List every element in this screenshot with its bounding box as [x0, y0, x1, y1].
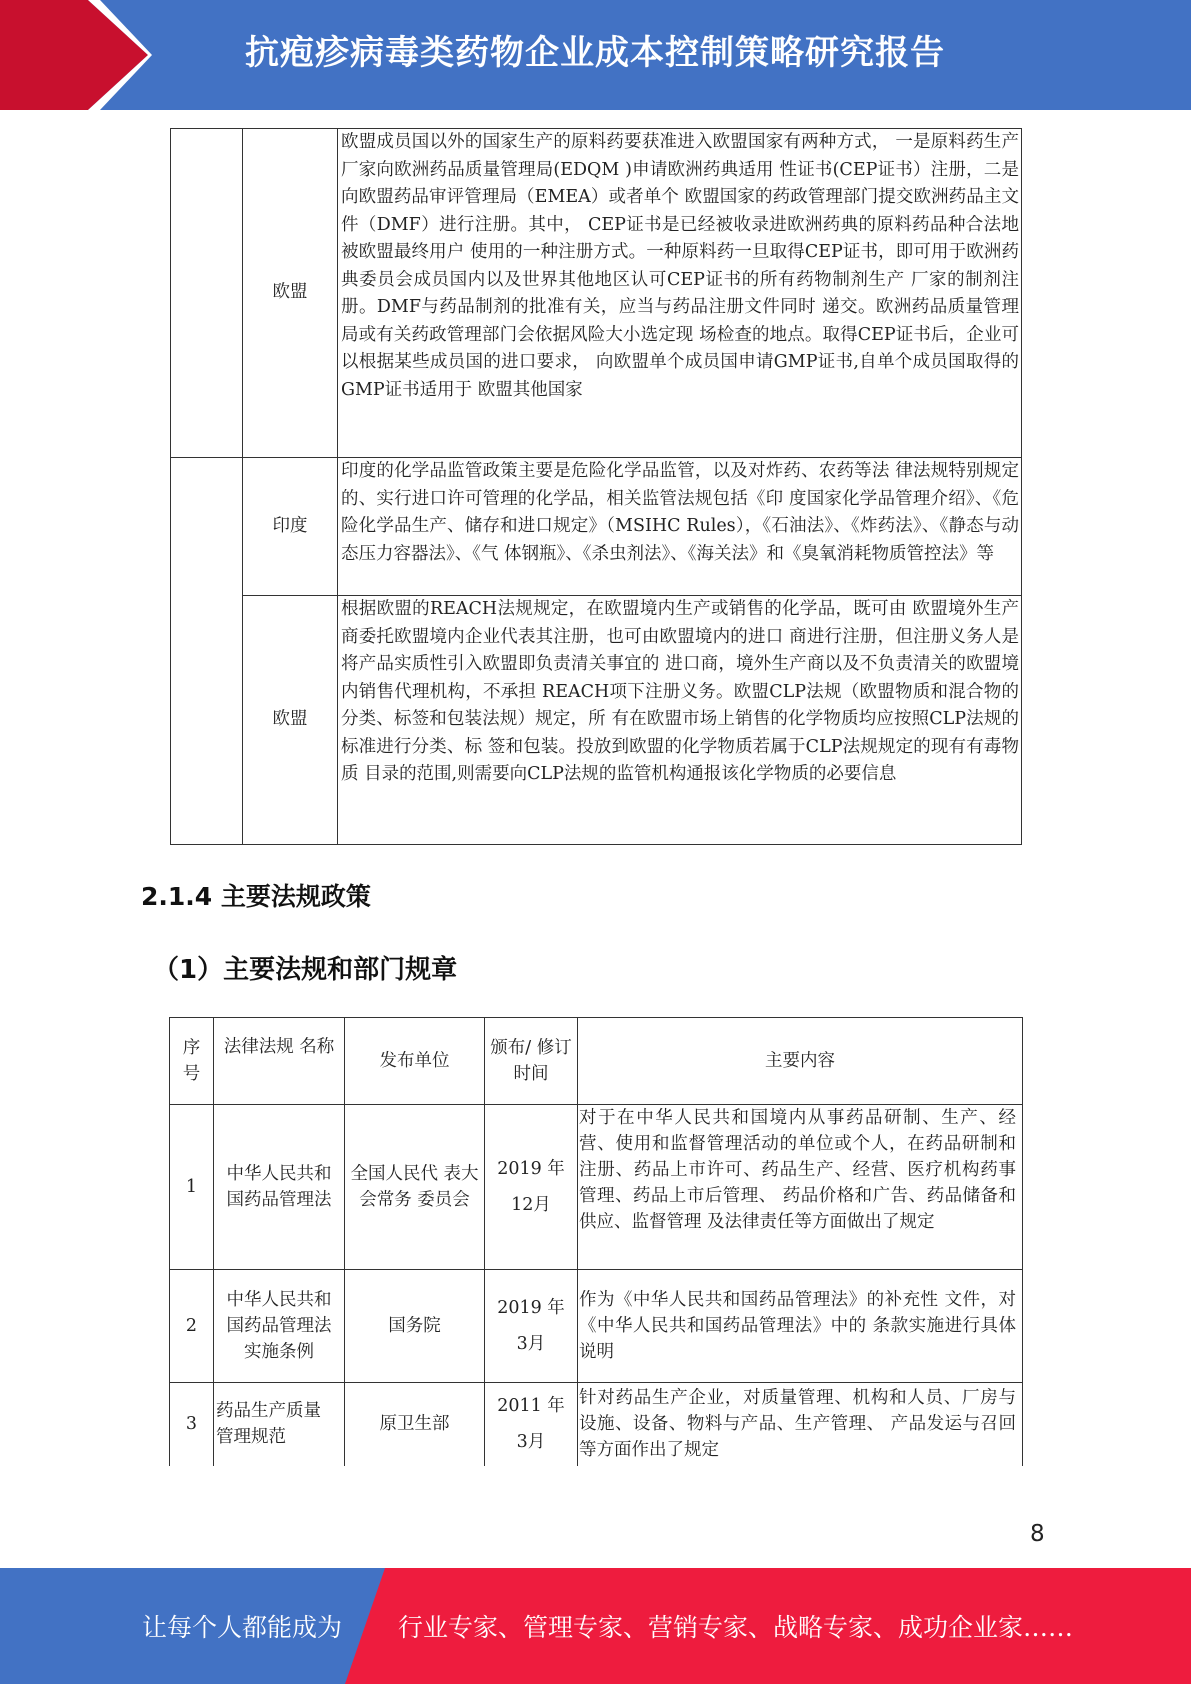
cell-issuer: 全国人民代 表大会常务 委员会 — [345, 1105, 485, 1270]
cell-issuer: 国务院 — [345, 1270, 485, 1383]
region-cell: 欧盟 — [243, 129, 338, 458]
cell-date: 2019 年 12月 — [485, 1105, 578, 1270]
region-cell: 印度 — [243, 458, 338, 596]
page-footer — [0, 1568, 1191, 1684]
region-cell: 欧盟 — [243, 596, 338, 845]
cell-name: 中华人民共和国药品管理法实施条例 — [214, 1270, 345, 1383]
cell-issuer: 原卫生部 — [345, 1383, 485, 1466]
subsection-heading: （1）主要法规和部门规章 — [153, 955, 458, 985]
report-title: 抗疱疹病毒类药物企业成本控制策略研究报告 — [245, 33, 945, 73]
cell-name: 药品生产质量管理规范 — [214, 1383, 345, 1466]
header-name: 法律法规 名称 — [214, 1018, 345, 1105]
page-header — [0, 0, 1191, 110]
cell-content: 作为《中华人民共和国药品管理法》的补充性 文件，对《中华人民共和国药品管理法》中的 条款实施进行具体说明 — [578, 1270, 1023, 1383]
cell-no: 1 — [170, 1105, 214, 1270]
table-row — [170, 1383, 1023, 1466]
footer-slogan-lead: 让每个人都能成为 — [142, 1613, 343, 1642]
header-no: 序号 — [170, 1018, 214, 1105]
table-row — [171, 129, 1022, 458]
header-content: 主要内容 — [578, 1018, 1023, 1105]
footer-slogan-list: 行业专家、管理专家、营销专家、战略专家、成功企业家…… — [398, 1613, 1074, 1642]
cell-name: 中华人民共和国药品管理法 — [214, 1105, 345, 1270]
regulation-region-table — [170, 128, 1022, 845]
group-cell — [171, 458, 243, 845]
cell-no: 3 — [170, 1383, 214, 1466]
table-row — [171, 596, 1022, 845]
cell-content: 针对药品生产企业，对质量管理、机构和人员、厂房与设施、设备、物料与产品、生产管理、 产品发运与召回等方面作出了规定 — [578, 1383, 1023, 1466]
page-number: 8 — [1030, 1521, 1045, 1547]
table-header-row — [170, 1018, 1023, 1105]
cell-date: 2019 年 3月 — [485, 1270, 578, 1383]
section-heading: 2.1.4 主要法规政策 — [141, 882, 371, 911]
cell-no: 2 — [170, 1270, 214, 1383]
table-row — [170, 1105, 1023, 1270]
description-cell: 欧盟成员国以外的国家生产的原料药要获准进入欧盟国家有两种方式， 一是原料药生产厂家向欧洲药品质量管理局(EDQM )申请欧洲药典适用 性证书(CEP证书）注册，二是向欧盟药品审评管理局（EMEA）或者单个 欧盟国家的药政管理部门提交欧洲药品主文件（DMF）进行注册。其中， CEP证书是已经被收录进欧洲药典的原料药品种合法地被欧盟最终用户 使用的一种注册方式。一种原料药一旦取得CEP证书，即可用于欧洲药 典委员会成员国内以及世界其他地区认可CEP证书的所有药物制剂生产 厂家的制剂注册。DMF与药品制剂的批准有关，应当与药品注册文件同时 递交。欧洲药品质量管理局或有关药政管理部门会依据风险大小选定现 场检查的地点。取得CEP证书后，企业可以根据某些成员国的进口要求， 向欧盟单个成员国申请GMP证书,自单个成员国取得的GMP证书适用于 欧盟其他国家 — [338, 129, 1022, 458]
table-row — [171, 458, 1022, 596]
group-cell — [171, 129, 243, 458]
header-date: 颁布/ 修订 时间 — [485, 1018, 578, 1105]
laws-regulations-table — [169, 1017, 1023, 1466]
cell-content: 对于在中华人民共和国境内从事药品研制、生产、经营、使用和监督管理活动的单位或个人，在药品研制和注册、药品上市许可、药品生产、经营、医疗机构药事管理、药品上市后管理、 药品价格和广告、药品储备和供应、监督管理 及法律责任等方面做出了规定 — [578, 1105, 1023, 1270]
cell-date: 2011 年 3月 — [485, 1383, 578, 1466]
header-issuer: 发布单位 — [345, 1018, 485, 1105]
description-cell: 印度的化学品监管政策主要是危险化学品监管，以及对炸药、农药等法 律法规特别规定的、实行进口许可管理的化学品，相关监管法规包括《印 度国家化学品管理介绍》、《危险化学品生产、储存和进口规定》（MSIHC Rules），《石油法》、《炸药法》、《静态与动态压力容器法》、《气 体钢瓶》、《杀虫剂法》、《海关法》和《臭氧消耗物质管控法》等 — [338, 458, 1022, 596]
table-row — [170, 1270, 1023, 1383]
description-cell: 根据欧盟的REACH法规规定，在欧盟境内生产或销售的化学品，既可由 欧盟境外生产商委托欧盟境内企业代表其注册，也可由欧盟境内的进口 商进行注册，但注册义务人是将产品实质性引入欧盟即负责清关事宜的 进口商，境外生产商以及不负责清关的欧盟境内销售代理机构，不承担 REACH项下注册义务。欧盟CLP法规（欧盟物质和混合物的分类、标签和包装法规）规定，所 有在欧盟市场上销售的化学物质均应按照CLP法规的标准进行分类、标 签和包装。投放到欧盟的化学物质若属于CLP法规规定的现有有毒物质 目录的范围,则需要向CLP法规的监管机构通报该化学物质的必要信息 — [338, 596, 1022, 845]
